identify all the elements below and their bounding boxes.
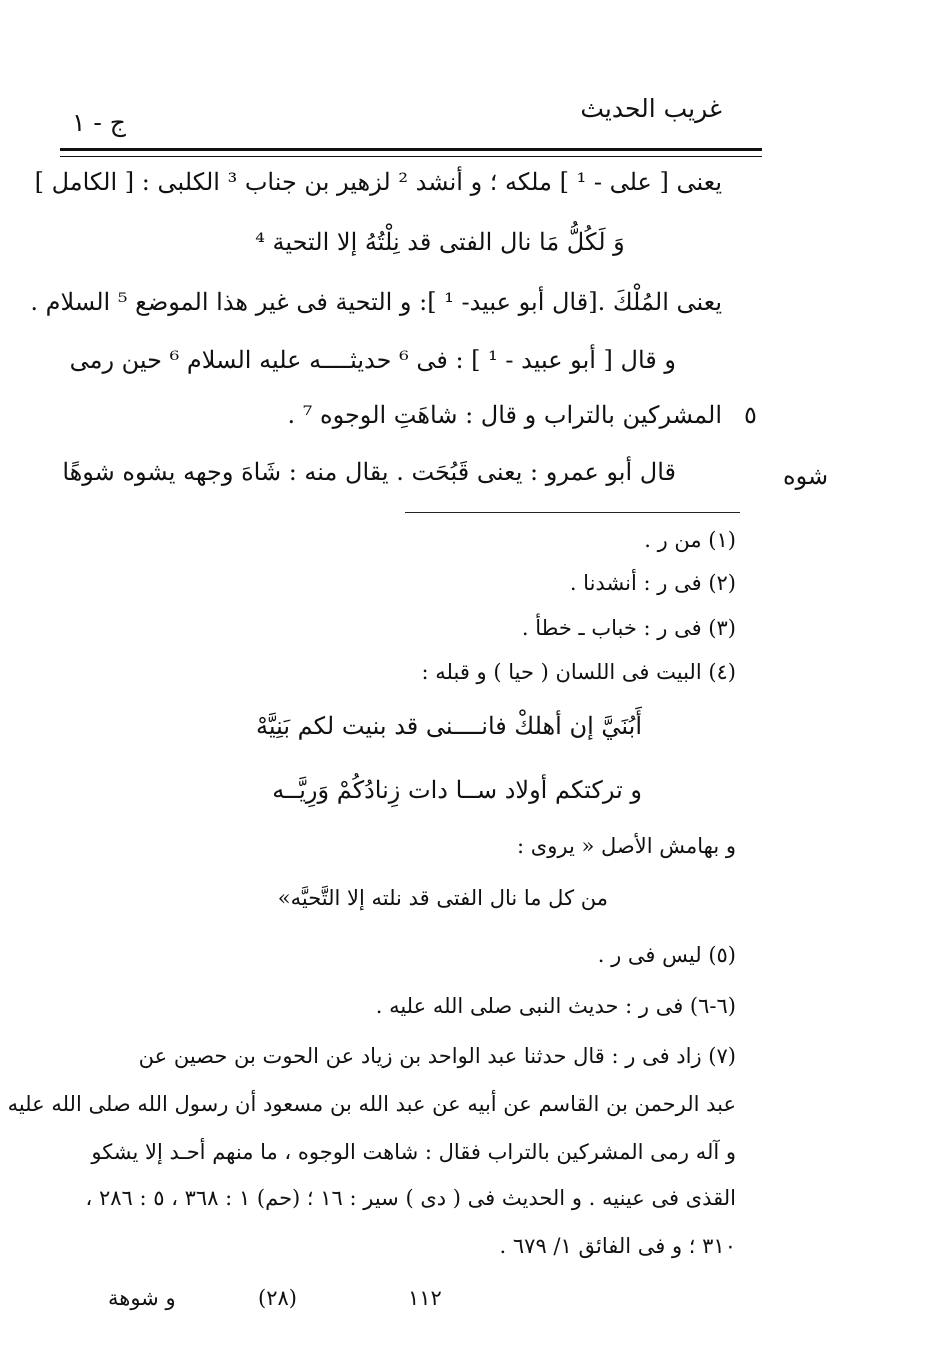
footnote-1: (١) من ر . bbox=[644, 528, 736, 552]
footnote-7-line-3: و آله رمى المشركين بالتراب فقال : شاهت الوجوه ، ما منهم أحـد إلا يشكو bbox=[91, 1140, 736, 1164]
footnote-7-line-5: ٣١٠ ؛ و فى الفائق ١/ ٦٧٩ . bbox=[499, 1234, 736, 1258]
footnote-2: (٢) فى ر : أنشدنا . bbox=[569, 571, 736, 595]
signature-mark: (٢٨) bbox=[258, 1286, 297, 1310]
header-rule-thick bbox=[60, 148, 762, 151]
main-line-1: يعنى [ على - ¹ ] ملكه ؛ و أنشد ² لزهير بن جناب ³ الكلبى : [ الكامل ] bbox=[34, 168, 722, 196]
volume-label: ج - ١ bbox=[72, 108, 126, 137]
footnote-4: (٤) البيت فى اللسان ( حيا ) و قبله : bbox=[421, 660, 736, 684]
footnote-4-verse-1: أَبُنَيَّ إن أهلكْ فانــــنى قد بنيت لكم بَنِيَّهْ bbox=[256, 712, 642, 740]
main-line-5: المشركين بالتراب و قال : شاهَتِ الوجوه ⁷ . bbox=[287, 401, 722, 429]
footnote-7-line-1: (٧) زاد فى ر : قال حدثنا عبد الواحد بن زياد عن الحوت بن حصين عن bbox=[138, 1044, 736, 1068]
header-rule-thin bbox=[60, 156, 762, 157]
footnote-rule bbox=[405, 512, 740, 513]
footnote-7-line-4: القذى فى عينيه . و الحديث فى ( دى ) سير : ١٦ ؛ (حم) ١ : ٣٦٨ ، ٥ : ٢٨٦ ، bbox=[85, 1186, 736, 1210]
footnote-3: (٣) فى ر : خباب ـ خطأ . bbox=[521, 616, 736, 640]
main-line-4: و قال [ أبو عبيد - ¹ ] : فى ⁶ حديثــــه عليه السلام ⁶ حين رمى bbox=[69, 346, 676, 374]
footnote-4-variant-verse: من كل ما نال الفتى قد نلته إلا التَّحيَّه» bbox=[277, 886, 608, 910]
footnote-5: (٥) ليس فى ر . bbox=[597, 943, 736, 967]
footnote-7-line-2: عبد الرحمن بن القاسم عن أبيه عن عبد الله بن مسعود أن رسول الله صلى الله عليه bbox=[7, 1092, 736, 1116]
line-number: ٥ bbox=[744, 401, 757, 429]
footnote-4-verse-2: و تركتكم أولاد ســا دات زِنادُكُمْ وَرِيَّــه bbox=[272, 776, 642, 804]
catchword: و شوهة bbox=[108, 1286, 176, 1310]
page-number: ١١٢ bbox=[408, 1286, 442, 1310]
running-title: غريب الحديث bbox=[580, 94, 722, 123]
entry-line: قال أبو عمرو : يعنى قَبُحَت . يقال منه : شَاهَ وجهه يشوه شوهًا bbox=[62, 458, 676, 486]
footnote-4-margin-note: و بهامش الأصل « يروى : bbox=[517, 834, 736, 858]
margin-keyword: شوه bbox=[783, 462, 829, 490]
main-line-3: يعنى المُلْكَ .[قال أبو عبيد- ¹ ]: و التحية فى غير هذا الموضع ⁵ السلام . bbox=[30, 288, 722, 316]
main-line-2-verse: وَ لَكُلُّ مَا نال الفتى قد نِلْتُهُ إلا التحية ⁴ bbox=[255, 228, 625, 256]
footnote-6: (٦-٦) فى ر : حديث النبى صلى الله عليه . bbox=[375, 994, 736, 1018]
